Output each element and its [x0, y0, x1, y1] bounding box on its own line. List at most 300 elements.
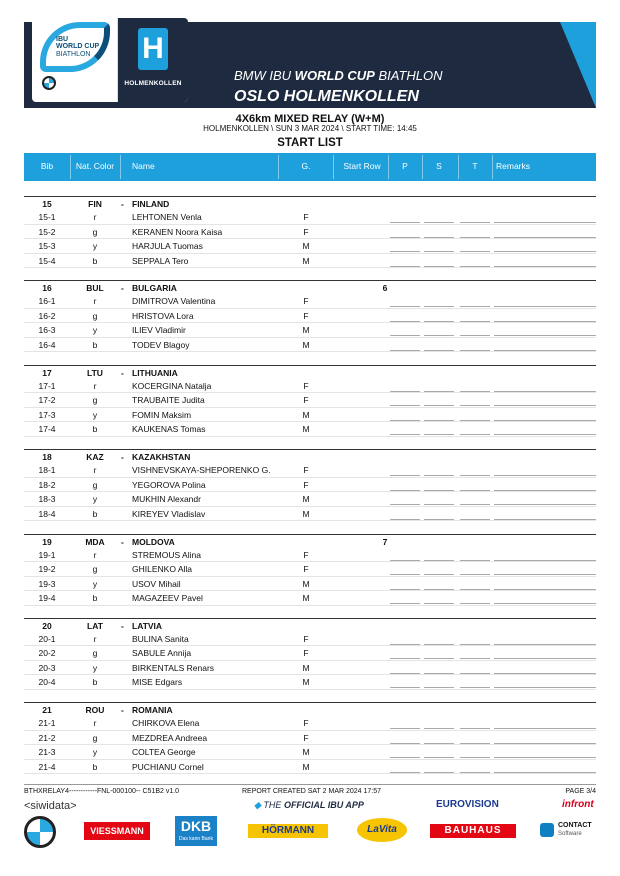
athlete-color: b	[92, 593, 98, 604]
result-blank-line	[460, 222, 490, 223]
result-blank-line	[390, 519, 420, 520]
col-remarks: Remarks	[496, 161, 531, 172]
athlete-color: g	[92, 395, 98, 406]
result-blank-line	[424, 574, 454, 575]
result-blank-line	[390, 237, 420, 238]
athlete-row	[24, 225, 596, 240]
result-blank-line	[424, 237, 454, 238]
athlete-bib: 16-4	[38, 339, 56, 350]
athlete-color: g	[92, 226, 98, 237]
result-blank-line	[390, 574, 420, 575]
athlete-gender: F	[303, 226, 309, 237]
result-blank-line	[460, 237, 490, 238]
team-block	[24, 449, 596, 533]
result-blank-line	[424, 728, 454, 729]
team-name: LITHUANIA	[132, 367, 178, 378]
result-blank-line	[460, 321, 490, 322]
result-blank-line	[390, 222, 420, 223]
athlete-color: b	[92, 508, 98, 519]
result-blank-line	[424, 475, 454, 476]
athlete-color: g	[92, 648, 98, 659]
team-nation: LAT	[87, 620, 103, 631]
team-row	[24, 534, 596, 548]
team-row	[24, 702, 596, 716]
athlete-name: COLTEA George	[132, 747, 196, 758]
col-name: Name	[132, 161, 155, 172]
result-blank-line	[424, 603, 454, 604]
athlete-row	[24, 675, 596, 690]
athlete-name: CHIRKOVA Elena	[132, 718, 200, 729]
team-row	[24, 280, 596, 294]
result-blank-line	[424, 673, 454, 674]
result-blank-line	[494, 644, 596, 645]
result-blank-line	[494, 321, 596, 322]
athlete-name: SABULE Annija	[132, 648, 192, 659]
result-blank-line	[460, 405, 490, 406]
result-blank-line	[494, 350, 596, 351]
athlete-bib: 19-1	[38, 549, 56, 560]
athlete-name: YEGOROVA Polina	[132, 479, 206, 490]
result-blank-line	[390, 350, 420, 351]
result-blank-line	[390, 475, 420, 476]
athlete-name: GHILENKO Alla	[132, 564, 192, 575]
athlete-bib: 15-2	[38, 226, 56, 237]
result-blank-line	[460, 658, 490, 659]
result-blank-line	[390, 434, 420, 435]
result-blank-line	[460, 673, 490, 674]
result-blank-line	[460, 504, 490, 505]
athlete-gender: M	[302, 325, 310, 336]
team-block	[24, 618, 596, 702]
athlete-name: VISHNEVSKAYA-SHEPORENKO G.	[132, 465, 271, 476]
result-blank-line	[460, 434, 490, 435]
result-blank-line	[494, 728, 596, 729]
race-title: 4X6km MIXED RELAY (W+M)	[235, 113, 385, 125]
athlete-name: KAUKENAS Tomas	[132, 424, 206, 435]
athlete-gender: M	[302, 409, 310, 420]
result-blank-line	[390, 391, 420, 392]
athlete-row	[24, 379, 596, 394]
result-blank-line	[424, 306, 454, 307]
athlete-color: y	[92, 409, 98, 420]
athlete-gender: F	[303, 633, 309, 644]
athlete-name: KOCERGINA Natalja	[132, 380, 212, 391]
athlete-bib: 18-3	[38, 494, 56, 505]
athlete-bib: 18-4	[38, 508, 56, 519]
result-blank-line	[494, 504, 596, 505]
result-blank-line	[424, 757, 454, 758]
bauhaus-logo: BAUHAUS	[430, 824, 516, 838]
athlete-color: b	[92, 677, 98, 688]
result-blank-line	[424, 321, 454, 322]
report-footer	[24, 784, 596, 794]
athlete-color: r	[93, 465, 97, 476]
team-bib: 15	[42, 199, 52, 209]
athlete-name: MAGAZEEV Pavel	[132, 593, 203, 604]
result-blank-line	[494, 673, 596, 674]
athlete-name: TRAUBAITE Judita	[132, 395, 205, 406]
result-blank-line	[390, 335, 420, 336]
athlete-row	[24, 254, 596, 269]
team-bib: 21	[42, 705, 52, 716]
team-nation: LTU	[87, 367, 103, 378]
athlete-color: g	[92, 479, 98, 490]
athlete-row	[24, 507, 596, 522]
athlete-color: b	[92, 761, 98, 772]
athlete-gender: F	[303, 648, 309, 659]
result-blank-line	[460, 574, 490, 575]
athlete-row	[24, 463, 596, 478]
col-p: P	[402, 161, 408, 172]
athlete-row	[24, 760, 596, 775]
athlete-bib: 17-1	[38, 380, 56, 391]
athlete-row	[24, 661, 596, 676]
athlete-row	[24, 478, 596, 493]
start-list-table	[24, 196, 596, 787]
result-blank-line	[390, 687, 420, 688]
result-blank-line	[460, 420, 490, 421]
result-blank-line	[390, 603, 420, 604]
team-start-row: 6	[382, 283, 388, 294]
result-blank-line	[494, 519, 596, 520]
athlete-name: HARJULA Tuomas	[132, 241, 203, 251]
team-nation: KAZ	[86, 452, 104, 463]
team-nation: MDA	[85, 536, 105, 547]
result-blank-line	[390, 321, 420, 322]
result-blank-line	[460, 772, 490, 773]
column-header-row	[24, 153, 596, 181]
team-name: MOLDOVA	[132, 536, 175, 547]
result-blank-line	[460, 519, 490, 520]
result-blank-line	[424, 644, 454, 645]
result-blank-line	[460, 687, 490, 688]
result-blank-line	[460, 266, 490, 267]
result-blank-line	[460, 251, 490, 252]
athlete-name: DIMITROVA Valentina	[132, 296, 216, 307]
team-dash: -	[121, 620, 124, 631]
result-blank-line	[494, 405, 596, 406]
athlete-name: PUCHIANU Cornel	[132, 761, 204, 772]
athlete-row	[24, 294, 596, 309]
team-block	[24, 280, 596, 364]
team-nation: BUL	[86, 283, 104, 294]
athlete-bib: 20-3	[38, 662, 56, 673]
result-blank-line	[494, 658, 596, 659]
athlete-gender: M	[302, 255, 310, 266]
athlete-color: r	[93, 212, 97, 222]
athlete-name: BULINA Sanita	[132, 633, 189, 644]
athlete-bib: 21-2	[38, 732, 56, 743]
result-blank-line	[460, 391, 490, 392]
athlete-gender: F	[303, 479, 309, 490]
result-blank-line	[424, 350, 454, 351]
athlete-name: STREMOUS Alina	[132, 549, 201, 560]
event-venue: OSLO HOLMENKOLLEN	[234, 88, 419, 105]
athlete-bib: 15-4	[38, 255, 56, 266]
result-blank-line	[460, 589, 490, 590]
athlete-gender: F	[303, 380, 309, 391]
athlete-row	[24, 210, 596, 225]
athlete-name: TODEV Blagoy	[132, 339, 190, 350]
col-gender: G.	[301, 161, 311, 172]
result-blank-line	[424, 420, 454, 421]
bmw-logo-icon	[24, 816, 56, 848]
result-blank-line	[494, 574, 596, 575]
athlete-color: g	[92, 564, 98, 575]
team-dash: -	[121, 367, 124, 378]
result-blank-line	[424, 434, 454, 435]
result-blank-line	[424, 335, 454, 336]
athlete-color: b	[92, 339, 98, 350]
result-blank-line	[390, 306, 420, 307]
hormann-logo: HÖRMANN	[248, 824, 328, 838]
team-row	[24, 196, 596, 210]
team-block	[24, 196, 596, 280]
athlete-bib: 19-3	[38, 578, 56, 589]
result-blank-line	[390, 266, 420, 267]
athlete-color: r	[93, 380, 97, 391]
athlete-color: r	[93, 718, 97, 729]
result-blank-line	[494, 603, 596, 604]
col-s: S	[436, 161, 442, 172]
athlete-row	[24, 492, 596, 507]
result-blank-line	[390, 589, 420, 590]
athlete-color: r	[93, 296, 97, 307]
page-number: PAGE 3/4	[565, 788, 596, 795]
athlete-gender: M	[302, 339, 310, 350]
result-blank-line	[424, 687, 454, 688]
athlete-name: USOV Mihail	[132, 578, 181, 589]
athlete-row	[24, 731, 596, 746]
athlete-gender: M	[302, 424, 310, 435]
result-blank-line	[390, 490, 420, 491]
athlete-gender: M	[302, 593, 310, 604]
result-blank-line	[390, 644, 420, 645]
result-blank-line	[460, 757, 490, 758]
athlete-name: KIREYEV Vladislav	[132, 508, 206, 519]
team-block	[24, 702, 596, 786]
athlete-bib: 20-1	[38, 633, 56, 644]
result-blank-line	[460, 490, 490, 491]
result-blank-line	[460, 728, 490, 729]
athlete-row	[24, 393, 596, 408]
result-blank-line	[424, 222, 454, 223]
siwidata-logo: <siwidata>	[24, 800, 77, 812]
result-blank-line	[424, 266, 454, 267]
athlete-color: r	[93, 549, 97, 560]
athlete-gender: F	[303, 732, 309, 743]
result-blank-line	[390, 658, 420, 659]
result-blank-line	[424, 772, 454, 773]
athlete-gender: M	[302, 662, 310, 673]
event-series: BMW IBU WORLD CUP BIATHLON	[234, 68, 443, 83]
team-block	[24, 365, 596, 449]
result-blank-line	[424, 658, 454, 659]
athlete-row	[24, 591, 596, 606]
athlete-row	[24, 632, 596, 647]
team-name: BULGARIA	[132, 283, 177, 294]
athlete-color: y	[92, 578, 98, 589]
team-nation: FIN	[88, 199, 102, 209]
team-name: KAZAKHSTAN	[132, 452, 191, 463]
athlete-name: MEZDREA Andreea	[132, 732, 208, 743]
result-blank-line	[390, 420, 420, 421]
athlete-name: HRISTOVA Lora	[132, 310, 194, 321]
athlete-bib: 18-1	[38, 465, 56, 476]
result-blank-line	[390, 673, 420, 674]
athlete-gender: F	[303, 212, 309, 222]
athlete-gender: F	[303, 718, 309, 729]
ibu-app-logo: ◆ THE OFFICIAL IBU APP	[254, 800, 364, 810]
athlete-row	[24, 745, 596, 760]
athlete-gender: M	[302, 494, 310, 505]
team-row	[24, 449, 596, 463]
result-blank-line	[390, 504, 420, 505]
header-accent-stripe	[560, 22, 596, 108]
athlete-gender: M	[302, 508, 310, 519]
result-blank-line	[390, 743, 420, 744]
team-start-row: 7	[382, 536, 388, 547]
athlete-color: g	[92, 310, 98, 321]
bmw-logo-icon	[42, 76, 56, 90]
infront-logo: infront	[562, 799, 594, 810]
athlete-gender: F	[303, 549, 309, 560]
col-bib: Bib	[40, 161, 54, 172]
result-blank-line	[494, 335, 596, 336]
result-blank-line	[460, 743, 490, 744]
team-name: LATVIA	[132, 620, 163, 631]
result-blank-line	[390, 757, 420, 758]
athlete-gender: M	[302, 761, 310, 772]
result-blank-line	[494, 391, 596, 392]
result-blank-line	[494, 475, 596, 476]
athlete-row	[24, 408, 596, 423]
athlete-bib: 15-3	[38, 241, 56, 251]
result-blank-line	[494, 772, 596, 773]
sponsor-bar	[0, 796, 620, 876]
athlete-gender: F	[303, 296, 309, 307]
athlete-bib: 17-4	[38, 424, 56, 435]
athlete-gender: F	[303, 564, 309, 575]
result-blank-line	[494, 743, 596, 744]
result-blank-line	[494, 420, 596, 421]
result-blank-line	[424, 504, 454, 505]
result-blank-line	[460, 603, 490, 604]
team-block	[24, 534, 596, 618]
athlete-color: g	[92, 732, 98, 743]
result-blank-line	[424, 405, 454, 406]
athlete-bib: 18-2	[38, 479, 56, 490]
result-blank-line	[460, 644, 490, 645]
athlete-row	[24, 422, 596, 437]
result-blank-line	[494, 434, 596, 435]
athlete-name: SEPPALA Tero	[132, 255, 189, 266]
result-blank-line	[494, 560, 596, 561]
result-blank-line	[494, 687, 596, 688]
result-blank-line	[424, 391, 454, 392]
result-blank-line	[494, 757, 596, 758]
result-blank-line	[424, 490, 454, 491]
report-code: BTHXRELAY4------------FNL-000100-- C51B2 v1.0	[24, 788, 180, 795]
athlete-color: b	[92, 424, 98, 435]
result-blank-line	[424, 560, 454, 561]
athlete-bib: 17-3	[38, 409, 56, 420]
athlete-color: y	[92, 662, 98, 673]
athlete-color: r	[93, 633, 97, 644]
result-blank-line	[494, 490, 596, 491]
athlete-gender: M	[302, 241, 310, 251]
team-row	[24, 618, 596, 632]
athlete-gender: F	[303, 465, 309, 476]
report-created: REPORT CREATED SAT 2 MAR 2024 17:57	[242, 788, 382, 795]
athlete-bib: 16-3	[38, 325, 56, 336]
team-dash: -	[121, 705, 124, 716]
athlete-bib: 16-2	[38, 310, 56, 321]
athlete-name: BIRKENTALS Renars	[132, 662, 215, 673]
athlete-bib: 15-1	[38, 212, 56, 222]
athlete-row	[24, 646, 596, 661]
athlete-color: y	[92, 325, 98, 336]
athlete-row	[24, 323, 596, 338]
ibu-world-cup-logo: IBU WORLD CUP BIATHLON	[32, 18, 118, 102]
result-blank-line	[494, 237, 596, 238]
athlete-gender: M	[302, 578, 310, 589]
list-title: START LIST	[277, 137, 343, 149]
athlete-color: b	[92, 255, 98, 266]
dkb-logo: DKB Das kann Bank	[175, 816, 217, 846]
result-blank-line	[424, 743, 454, 744]
result-blank-line	[424, 519, 454, 520]
result-blank-line	[390, 405, 420, 406]
result-blank-line	[424, 589, 454, 590]
athlete-name: LEHTONEN Venla	[132, 212, 202, 222]
athlete-color: y	[92, 747, 98, 758]
athlete-name: FOMIN Maksim	[132, 409, 192, 420]
team-name: FINLAND	[132, 199, 170, 209]
lavita-logo: LaVita	[357, 818, 407, 842]
col-nat-color: Nat. Color	[75, 161, 115, 172]
athlete-bib: 21-3	[38, 747, 56, 758]
athlete-bib: 21-1	[38, 718, 56, 729]
athlete-color: y	[92, 494, 98, 505]
athlete-bib: 19-4	[38, 593, 56, 604]
athlete-bib: 20-4	[38, 677, 56, 688]
athlete-bib: 20-2	[38, 648, 56, 659]
contact-software-logo: CONTACT Software	[540, 820, 596, 846]
athlete-gender: M	[302, 747, 310, 758]
athlete-bib: 17-2	[38, 395, 56, 406]
result-blank-line	[460, 475, 490, 476]
team-dash: -	[121, 199, 124, 209]
result-blank-line	[460, 306, 490, 307]
athlete-name: MISE Edgars	[132, 677, 183, 688]
col-t: T	[472, 161, 478, 172]
athlete-row	[24, 548, 596, 563]
athlete-gender: F	[303, 310, 309, 321]
viessmann-logo: VIESSMANN	[84, 822, 150, 840]
athlete-name: ILIEV Vladimir	[132, 325, 186, 336]
result-blank-line	[460, 335, 490, 336]
team-dash: -	[121, 452, 124, 463]
result-blank-line	[494, 589, 596, 590]
athlete-color: y	[92, 241, 98, 251]
athlete-bib: 19-2	[38, 564, 56, 575]
result-blank-line	[494, 306, 596, 307]
team-name: ROMANIA	[132, 705, 173, 716]
team-nation: ROU	[85, 705, 105, 716]
result-blank-line	[390, 560, 420, 561]
result-blank-line	[390, 728, 420, 729]
